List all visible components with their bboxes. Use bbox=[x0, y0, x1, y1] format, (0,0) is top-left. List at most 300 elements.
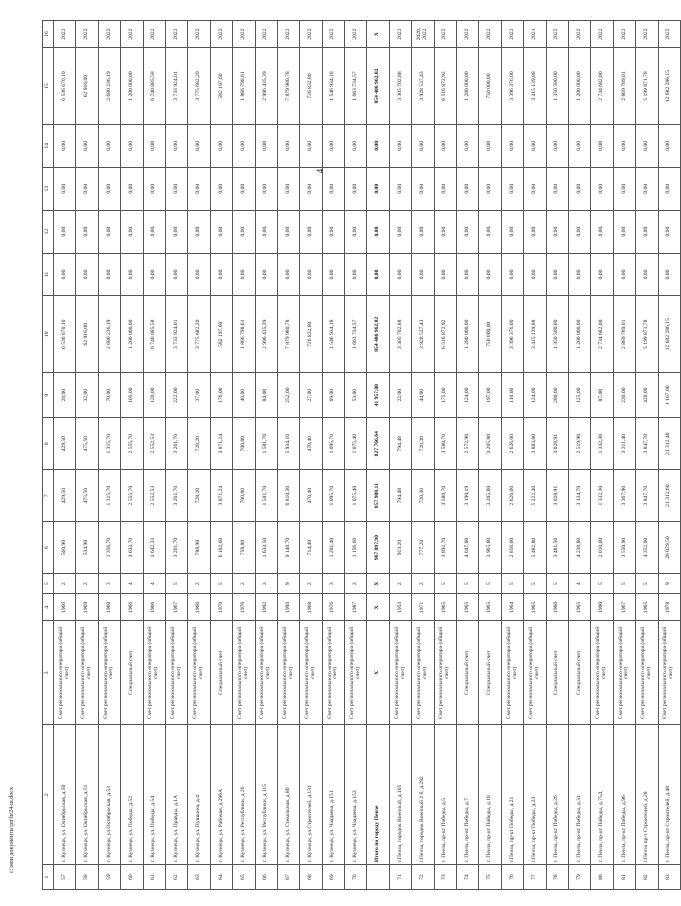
cell-total-area: 2 010,00 bbox=[591, 522, 613, 574]
header-cost-col-13: 13 bbox=[43, 167, 54, 210]
cell-funding-source: Счет регионального оператора (общий счет) bbox=[98, 621, 120, 725]
cell-cost-col-13: 0,00 bbox=[233, 167, 255, 210]
cell-residents: 44,00 bbox=[412, 373, 434, 418]
cell-residents: 40,00 bbox=[233, 373, 255, 418]
cell-repair-cost: 1 350 500,00 bbox=[546, 296, 568, 373]
cell-funding-source: Специальный счет bbox=[457, 621, 479, 725]
cell-premises-area: 1 332,30 bbox=[591, 470, 613, 522]
table-row bbox=[636, 21, 658, 890]
table-row bbox=[143, 21, 165, 890]
cell-floors: 2 bbox=[188, 574, 210, 594]
cell-address: г.Пенза, пр-кт Победы, д.21 bbox=[501, 725, 523, 865]
header-residents: 9 bbox=[43, 373, 54, 418]
cell-residents: 41 957,00 bbox=[367, 373, 389, 418]
cell-floors: 2 bbox=[412, 574, 434, 594]
cell-repair-cost: 582 197,60 bbox=[210, 296, 232, 373]
cell-floors: X bbox=[367, 574, 389, 594]
table-row bbox=[591, 21, 613, 890]
cell-residents: 84,00 bbox=[255, 373, 277, 418]
cell-row-number: 67 bbox=[277, 865, 299, 890]
cell-floors: 4 bbox=[121, 574, 143, 594]
cell-residential-area: 3 311,40 bbox=[613, 418, 635, 470]
cell-residents: 28,00 bbox=[54, 373, 76, 418]
cell-premises-area: 3 580,70 bbox=[434, 470, 456, 522]
cell-residents: 1 167,00 bbox=[658, 373, 680, 418]
cell-row-number: 81 bbox=[613, 865, 635, 890]
table-row bbox=[501, 21, 523, 890]
cell-cost-col-12: 0,00 bbox=[121, 210, 143, 253]
cell-cost-col-14: 0,00 bbox=[457, 124, 479, 167]
cell-premises-area: 5 222,40 bbox=[524, 470, 546, 522]
table-row bbox=[255, 21, 277, 890]
cell-cost-col-13: 0,00 bbox=[98, 167, 120, 210]
cell-funding-source: Счет регионального оператора (общий счет) bbox=[322, 621, 344, 725]
cell-row-number: 58 bbox=[76, 865, 98, 890]
cell-cost-col-11: 0,00 bbox=[322, 253, 344, 296]
cell-year-built: 1966 bbox=[546, 594, 568, 621]
cell-cost-col-13: 0,00 bbox=[568, 167, 590, 210]
cell-cost-col-15: 2 996 435,39 bbox=[255, 48, 277, 125]
cell-total-area: 4 238,80 bbox=[568, 522, 590, 574]
cell-residential-area: 2 555,70 bbox=[121, 418, 143, 470]
cell-residents: 27,00 bbox=[300, 373, 322, 418]
cell-residential-area: 2 552,53 bbox=[143, 418, 165, 470]
cell-cost-col-15: 1 866 798,61 bbox=[233, 48, 255, 125]
table-row bbox=[389, 21, 411, 890]
cell-cost-col-15: 3 415 139,88 bbox=[524, 48, 546, 125]
header-address: 2 bbox=[43, 725, 54, 865]
table-row bbox=[121, 21, 143, 890]
cell-residential-area: 700,80 bbox=[233, 418, 255, 470]
cell-cost-col-15: 6 516 872,92 bbox=[434, 48, 456, 125]
cell-residential-area: 3 883,80 bbox=[524, 418, 546, 470]
cell-cost-col-15: 854 406 962,82 bbox=[367, 48, 389, 125]
header-residential-area: 8 bbox=[43, 418, 54, 470]
cell-cost-col-15: 12 682 286,15 bbox=[658, 48, 680, 125]
cell-cost-col-13: 0,00 bbox=[457, 167, 479, 210]
cell-residents: 125,00 bbox=[568, 373, 590, 418]
cell-cost-col-15: 1 200 000,00 bbox=[121, 48, 143, 125]
cell-cost-col-13: 0,00 bbox=[54, 167, 76, 210]
cell-premises-area: 3 190,19 bbox=[457, 470, 479, 522]
cell-cost-col-11: 0,00 bbox=[121, 253, 143, 296]
cell-cost-col-11: 0,00 bbox=[233, 253, 255, 296]
cell-row-number: 60 bbox=[121, 865, 143, 890]
cell-residents: 222,00 bbox=[165, 373, 187, 418]
cell-cost-col-15: 1 546 934,18 bbox=[322, 48, 344, 125]
cell-residential-area: 3 871,24 bbox=[210, 418, 232, 470]
cell-cost-col-13: 0,00 bbox=[658, 167, 680, 210]
cell-funding-source: Счет регионального оператора (общий счет) bbox=[76, 621, 98, 725]
cell-residential-area: 728,20 bbox=[188, 418, 210, 470]
cell-floors: 5 bbox=[434, 574, 456, 594]
cell-repair-year: 2022 bbox=[277, 21, 299, 48]
cell-cost-col-14: 0,00 bbox=[479, 124, 501, 167]
cell-cost-col-11: 0,00 bbox=[210, 253, 232, 296]
cell-address: г. Кузнецк, ул.Октябрьская, д.53 bbox=[98, 725, 120, 865]
cell-cost-col-12: 0,00 bbox=[143, 210, 165, 253]
cell-floors: 5 bbox=[636, 574, 658, 594]
cell-total-area: 3 550,90 bbox=[613, 522, 635, 574]
cell-funding-source: Специальный счет bbox=[121, 621, 143, 725]
cell-address: г.Пенза, пр-кт Победы, д.23 bbox=[524, 725, 546, 865]
cell-cost-col-14: 0,00 bbox=[412, 124, 434, 167]
cell-cost-col-13: 0,00 bbox=[143, 167, 165, 210]
cell-total-area: 26 029,50 bbox=[658, 522, 680, 574]
cell-cost-col-12: 0,00 bbox=[568, 210, 590, 253]
cell-address: г.Пенза пр-т Строителей, д.28 bbox=[636, 725, 658, 865]
cell-total-area: 3 642,33 bbox=[143, 522, 165, 574]
cell-cost-col-12: 0,00 bbox=[322, 210, 344, 253]
cell-address: г. Пенза, пр-кт Строителей, д.48 bbox=[658, 725, 680, 865]
cell-cost-col-12: 0,00 bbox=[636, 210, 658, 253]
cell-cost-col-13: 0,00 bbox=[501, 167, 523, 210]
cell-funding-source: Счет регионального оператора (общий счет) bbox=[143, 621, 165, 725]
cell-year-built: 1965 bbox=[434, 594, 456, 621]
cell-year-built: 1967 bbox=[165, 594, 187, 621]
cell-floors: 5 bbox=[210, 574, 232, 594]
cell-cost-col-15: 3 733 924,01 bbox=[165, 48, 187, 125]
cell-cost-col-11: 0,00 bbox=[457, 253, 479, 296]
cell-repair-year: 2022 bbox=[389, 21, 411, 48]
cell-repair-year: 2022 bbox=[591, 21, 613, 48]
cell-year-built: 1953 bbox=[389, 594, 411, 621]
cell-year-built: 1965 bbox=[636, 594, 658, 621]
cell-cost-col-14: 0,00 bbox=[165, 124, 187, 167]
cell-year-built: 1965 bbox=[479, 594, 501, 621]
cell-year-built: 1970 bbox=[210, 594, 232, 621]
cell-funding-source: Счет регионального оператора (общий счет) bbox=[524, 621, 546, 725]
cell-residents: 53,00 bbox=[345, 373, 367, 418]
cell-total-area: 2 856,00 bbox=[501, 522, 523, 574]
cell-cost-col-15: 1 200 000,00 bbox=[568, 48, 590, 125]
cell-cost-col-13: 0,00 bbox=[121, 167, 143, 210]
cell-floors: 3 bbox=[255, 574, 277, 594]
cell-residential-area: 3 847,70 bbox=[636, 418, 658, 470]
cell-cost-col-14: 0,00 bbox=[121, 124, 143, 167]
cell-address: г.Пенза, городок Военный, д.105 bbox=[389, 725, 411, 865]
cell-cost-col-13: 0,00 bbox=[165, 167, 187, 210]
cell-cost-col-15: 3 396 376,00 bbox=[501, 48, 523, 125]
cell-row-number: 63 bbox=[188, 865, 210, 890]
table-row bbox=[300, 21, 322, 890]
cell-total-area: 1 633,50 bbox=[255, 522, 277, 574]
header-total-area: 6 bbox=[43, 522, 54, 574]
cell-repair-cost: 1 280 000,00 bbox=[457, 296, 479, 373]
cell-cost-col-15: 1 280 000,00 bbox=[457, 48, 479, 125]
cell-residential-area: 5 934,10 bbox=[277, 418, 299, 470]
cell-cost-col-12: 0,00 bbox=[76, 210, 98, 253]
table-row bbox=[457, 21, 479, 890]
footer-file-path: c:\мои документы\рп\hr24-ш.docx bbox=[9, 787, 15, 873]
cell-cost-col-11: 0,00 bbox=[524, 253, 546, 296]
cell-year-built: 1976 bbox=[233, 594, 255, 621]
cell-year-built: 1968 bbox=[300, 594, 322, 621]
table-row bbox=[412, 21, 434, 890]
cell-repair-year: 2022 bbox=[546, 21, 568, 48]
cell-cost-col-11: 0,00 bbox=[98, 253, 120, 296]
cell-repair-cost: 2 680 236,19 bbox=[98, 296, 120, 373]
cell-funding-source: Счет регионального оператора (общий счет) bbox=[255, 621, 277, 725]
cell-repair-cost: 3 396 376,00 bbox=[501, 296, 523, 373]
cell-residents: 22,00 bbox=[389, 373, 411, 418]
cell-repair-cost: 3 775 682,20 bbox=[188, 296, 210, 373]
cell-cost-col-14: 0,00 bbox=[568, 124, 590, 167]
cell-residential-area: 470,40 bbox=[300, 418, 322, 470]
cell-residents: 124,00 bbox=[457, 373, 479, 418]
cell-residents: 69,00 bbox=[322, 373, 344, 418]
cell-repair-year: 2022 bbox=[568, 21, 590, 48]
cell-funding-source: Счет регионального оператора (общий счет) bbox=[165, 621, 187, 725]
cell-cost-col-14: 0,00 bbox=[76, 124, 98, 167]
header-floors: 5 bbox=[43, 574, 54, 594]
cell-repair-cost: 12 682 286,15 bbox=[658, 296, 680, 373]
cell-cost-col-12: 0,00 bbox=[501, 210, 523, 253]
cell-floors: 5 bbox=[524, 574, 546, 594]
cell-repair-year: 2022 bbox=[165, 21, 187, 48]
cell-cost-col-13: 0,00 bbox=[76, 167, 98, 210]
table-row bbox=[165, 21, 187, 890]
cell-total-area: 3 633,70 bbox=[121, 522, 143, 574]
cell-repair-year: 2022 bbox=[479, 21, 501, 48]
cell-total-area: 4 352,00 bbox=[636, 522, 658, 574]
cell-cost-col-11: 0,00 bbox=[255, 253, 277, 296]
cell-cost-col-14: 0,00 bbox=[658, 124, 680, 167]
cell-premises-area: 728,20 bbox=[188, 470, 210, 522]
cell-cost-col-11: 0,00 bbox=[389, 253, 411, 296]
cell-funding-source: X bbox=[367, 621, 389, 725]
cell-address: г. Пенза, пр-кт Победы, д.31 bbox=[568, 725, 590, 865]
cell-cost-col-12: 0,00 bbox=[546, 210, 568, 253]
cell-total-area: 714,40 bbox=[300, 522, 322, 574]
cell-cost-col-12: 0,00 bbox=[300, 210, 322, 253]
cell-premises-area: 6 810,30 bbox=[277, 470, 299, 522]
cell-cost-col-11: 0,00 bbox=[165, 253, 187, 296]
cell-row-number: 62 bbox=[165, 865, 187, 890]
cell-premises-area: 1 075,40 bbox=[345, 470, 367, 522]
cell-residential-area: 720,30 bbox=[412, 418, 434, 470]
cell-address: г. Кузнецк, ул. Республики, д.26 bbox=[233, 725, 255, 865]
cell-residents: 175,00 bbox=[434, 373, 456, 418]
header-funding-source: 3 bbox=[43, 621, 54, 725]
cell-address: г. Кузнецк, ул. Пушкина, д.4 bbox=[188, 725, 210, 865]
cell-residents: 110,00 bbox=[501, 373, 523, 418]
cell-address: г. Кузнецк, ул. Октябрьская, д.50 bbox=[54, 725, 76, 865]
cell-cost-col-11: 0,00 bbox=[501, 253, 523, 296]
cell-repair-year: 2022 bbox=[322, 21, 344, 48]
cell-year-built: 1971 bbox=[412, 594, 434, 621]
cell-premises-area: 3 134,70 bbox=[568, 470, 590, 522]
cell-cost-col-15: 726 832,80 bbox=[300, 48, 322, 125]
cell-row-number: 61 bbox=[143, 865, 165, 890]
cell-address: г. Кузнецк, ул. Стекольная, д.80 bbox=[277, 725, 299, 865]
header-row-number: 1 bbox=[43, 865, 54, 890]
cell-repair-cost: 2 996 435,39 bbox=[255, 296, 277, 373]
cell-cost-col-13: 0,00 bbox=[524, 167, 546, 210]
cell-address: г. Кузнецк, ул. Республики, д.115 bbox=[255, 725, 277, 865]
cell-residential-area: 1 075,40 bbox=[345, 418, 367, 470]
cell-cost-col-14: 0,00 bbox=[501, 124, 523, 167]
cell-row-number: 73 bbox=[434, 865, 456, 890]
cell-cost-col-11: 0,00 bbox=[636, 253, 658, 296]
cell-cost-col-14: 0,00 bbox=[98, 124, 120, 167]
cell-year-built: 1964 bbox=[501, 594, 523, 621]
cell-row-number: 68 bbox=[300, 865, 322, 890]
cell-row-number: 83 bbox=[658, 865, 680, 890]
cell-premises-area: 794,48 bbox=[389, 470, 411, 522]
cell-cost-col-13: 0,00 bbox=[591, 167, 613, 210]
cell-residents: 124,00 bbox=[524, 373, 546, 418]
cell-funding-source: Счет регионального оператора (общий счет) bbox=[501, 621, 523, 725]
cell-floors: 2 bbox=[300, 574, 322, 594]
cell-year-built: 1965 bbox=[568, 594, 590, 621]
table-row bbox=[54, 21, 76, 890]
cell-year-built: 1993 bbox=[277, 594, 299, 621]
cell-residential-area: 2 572,90 bbox=[457, 418, 479, 470]
cell-floors: 2 bbox=[233, 574, 255, 594]
cell-residents: 32,00 bbox=[76, 373, 98, 418]
cell-premises-area: 1 315,70 bbox=[98, 470, 120, 522]
cell-cost-col-11: 0,00 bbox=[613, 253, 635, 296]
cell-funding-source: Счет регионального оператора (общий счет) bbox=[188, 621, 210, 725]
cell-year-built: 1990 bbox=[591, 594, 613, 621]
cell-cost-col-12: 0,00 bbox=[457, 210, 479, 253]
cell-row-number: 75 bbox=[479, 865, 501, 890]
cell-cost-col-12: 0,00 bbox=[54, 210, 76, 253]
cell-cost-col-11: 0,00 bbox=[277, 253, 299, 296]
page-number: 4 bbox=[315, 168, 325, 174]
cell-floors: 5 bbox=[546, 574, 568, 594]
cell-cost-col-15: 2 734 682,00 bbox=[591, 48, 613, 125]
cell-cost-col-12: 0,00 bbox=[233, 210, 255, 253]
cell-repair-year: 2022 bbox=[98, 21, 120, 48]
cell-cost-col-12: 0,00 bbox=[412, 210, 434, 253]
cell-repair-cost: 1 200 000,00 bbox=[568, 296, 590, 373]
cell-repair-year: 2022 bbox=[255, 21, 277, 48]
housing-repair-table bbox=[42, 20, 681, 890]
cell-cost-col-11: 0,00 bbox=[345, 253, 367, 296]
cell-funding-source: Специальный счет bbox=[546, 621, 568, 725]
table-row bbox=[233, 21, 255, 890]
cell-year-built: 1965 bbox=[457, 594, 479, 621]
cell-total-area: 777,20 bbox=[412, 522, 434, 574]
cell-row-number: 72 bbox=[412, 865, 434, 890]
table-row bbox=[322, 21, 344, 890]
cell-cost-col-12: 0,00 bbox=[210, 210, 232, 253]
cell-residents: 176,00 bbox=[210, 373, 232, 418]
cell-cost-col-11: 0,00 bbox=[54, 253, 76, 296]
cell-residential-area: 1 332,30 bbox=[591, 418, 613, 470]
cell-cost-col-11: 0,00 bbox=[367, 253, 389, 296]
cell-funding-source: Счет регионального оператора (общий счет) bbox=[233, 621, 255, 725]
cell-repair-cost: 2 869 789,01 bbox=[613, 296, 635, 373]
cell-repair-cost: 1 866 798,61 bbox=[233, 296, 255, 373]
cell-floors: 2 bbox=[76, 574, 98, 594]
header-premises-area: 7 bbox=[43, 470, 54, 522]
cell-residential-area: 429,50 bbox=[54, 418, 76, 470]
cell-address: г. Пенза, пр-кт Победы, д.75Д bbox=[591, 725, 613, 865]
cell-cost-col-11: 0,00 bbox=[76, 253, 98, 296]
cell-total-area: 9 140,70 bbox=[277, 522, 299, 574]
cell-cost-col-15: 582 197,60 bbox=[210, 48, 232, 125]
cell-funding-source: Счет регионального оператора (общий счет) bbox=[389, 621, 411, 725]
cell-cost-col-14: 0,00 bbox=[255, 124, 277, 167]
cell-residential-area: 2 519,90 bbox=[568, 418, 590, 470]
cell-cost-col-14: 0,00 bbox=[300, 124, 322, 167]
cell-repair-year: 2022 bbox=[300, 21, 322, 48]
cell-premises-area: 3 261,70 bbox=[165, 470, 187, 522]
cell-premises-area: 3 205,80 bbox=[479, 470, 501, 522]
cell-total-area: 788,90 bbox=[188, 522, 210, 574]
cell-total-area: 560,90 bbox=[54, 522, 76, 574]
cell-total-area: 1 201,40 bbox=[322, 522, 344, 574]
cell-cost-col-15: 3 775 682,20 bbox=[188, 48, 210, 125]
cell-cost-col-15: 1 350 500,00 bbox=[546, 48, 568, 125]
cell-total-area: 1 356,70 bbox=[98, 522, 120, 574]
cell-repair-year: 2022 bbox=[54, 21, 76, 48]
cell-row-number: 71 bbox=[389, 865, 411, 890]
cell-row-number: 70 bbox=[345, 865, 367, 890]
table-row bbox=[613, 21, 635, 890]
cell-repair-year: 2022 bbox=[636, 21, 658, 48]
cell-cost-col-12: 0,00 bbox=[613, 210, 635, 253]
cell-address: г. Кузнецк, ул. Чаадаева, д.151 bbox=[322, 725, 344, 865]
cell-repair-cost: 854 406 962,82 bbox=[367, 296, 389, 373]
cell-address: г. Пенза, пр-кт Победы, д.10 bbox=[479, 725, 501, 865]
cell-address: г. Кузнецк, ул. Победы, д.52 bbox=[121, 725, 143, 865]
total-row bbox=[367, 21, 389, 890]
cell-cost-col-11: 0,00 bbox=[591, 253, 613, 296]
cell-row-number: 66 bbox=[255, 865, 277, 890]
table-row bbox=[210, 21, 232, 890]
cell-cost-col-14: 0,00 bbox=[277, 124, 299, 167]
cell-total-area: 1 156,60 bbox=[345, 522, 367, 574]
cell-total-area: 3 892,70 bbox=[434, 522, 456, 574]
cell-cost-col-14: 0,00 bbox=[210, 124, 232, 167]
cell-year-built: X bbox=[367, 594, 389, 621]
cell-repair-year: 2021 bbox=[524, 21, 546, 48]
cell-residents: 197,00 bbox=[479, 373, 501, 418]
cell-cost-col-15: 2 680 236,19 bbox=[98, 48, 120, 125]
cell-floors: 5 bbox=[479, 574, 501, 594]
cell-cost-col-15: 1 663 734,57 bbox=[345, 48, 367, 125]
cell-cost-col-12: 0,00 bbox=[434, 210, 456, 253]
cell-premises-area: 857 908,11 bbox=[367, 470, 389, 522]
cell-residents: 105,00 bbox=[121, 373, 143, 418]
cell-premises-area: 3 028,91 bbox=[546, 470, 568, 522]
cell-floors: 3 bbox=[322, 574, 344, 594]
cell-cost-col-14: 0,00 bbox=[233, 124, 255, 167]
cell-cost-col-15: 750 000,00 bbox=[479, 48, 501, 125]
cell-repair-cost: 1 200 000,00 bbox=[121, 296, 143, 373]
cell-repair-cost: 1 546 934,18 bbox=[322, 296, 344, 373]
cell-cost-col-11: 0,00 bbox=[300, 253, 322, 296]
cell-residential-area: 3 028,91 bbox=[546, 418, 568, 470]
header-cost-col-12: 12 bbox=[43, 210, 54, 253]
cell-cost-col-15: 5 199 871,78 bbox=[636, 48, 658, 125]
cell-cost-col-11: 0,00 bbox=[546, 253, 568, 296]
cell-cost-col-15: 3 928 537,43 bbox=[412, 48, 434, 125]
cell-address: г. Кузнецк, ул.Строителей, д.131 bbox=[300, 725, 322, 865]
cell-floors: 2 bbox=[54, 574, 76, 594]
cell-row-number: 82 bbox=[636, 865, 658, 890]
cell-funding-source: Счет регионального оператора (общий счет) bbox=[412, 621, 434, 725]
cell-repair-cost: 3 733 924,01 bbox=[165, 296, 187, 373]
cell-cost-col-12: 0,00 bbox=[255, 210, 277, 253]
cell-address: г. Кузнецк, ул. Чаадаева, д.153 bbox=[345, 725, 367, 865]
cell-residential-area: 3 261,70 bbox=[165, 418, 187, 470]
cell-floors: 2 bbox=[389, 574, 411, 594]
